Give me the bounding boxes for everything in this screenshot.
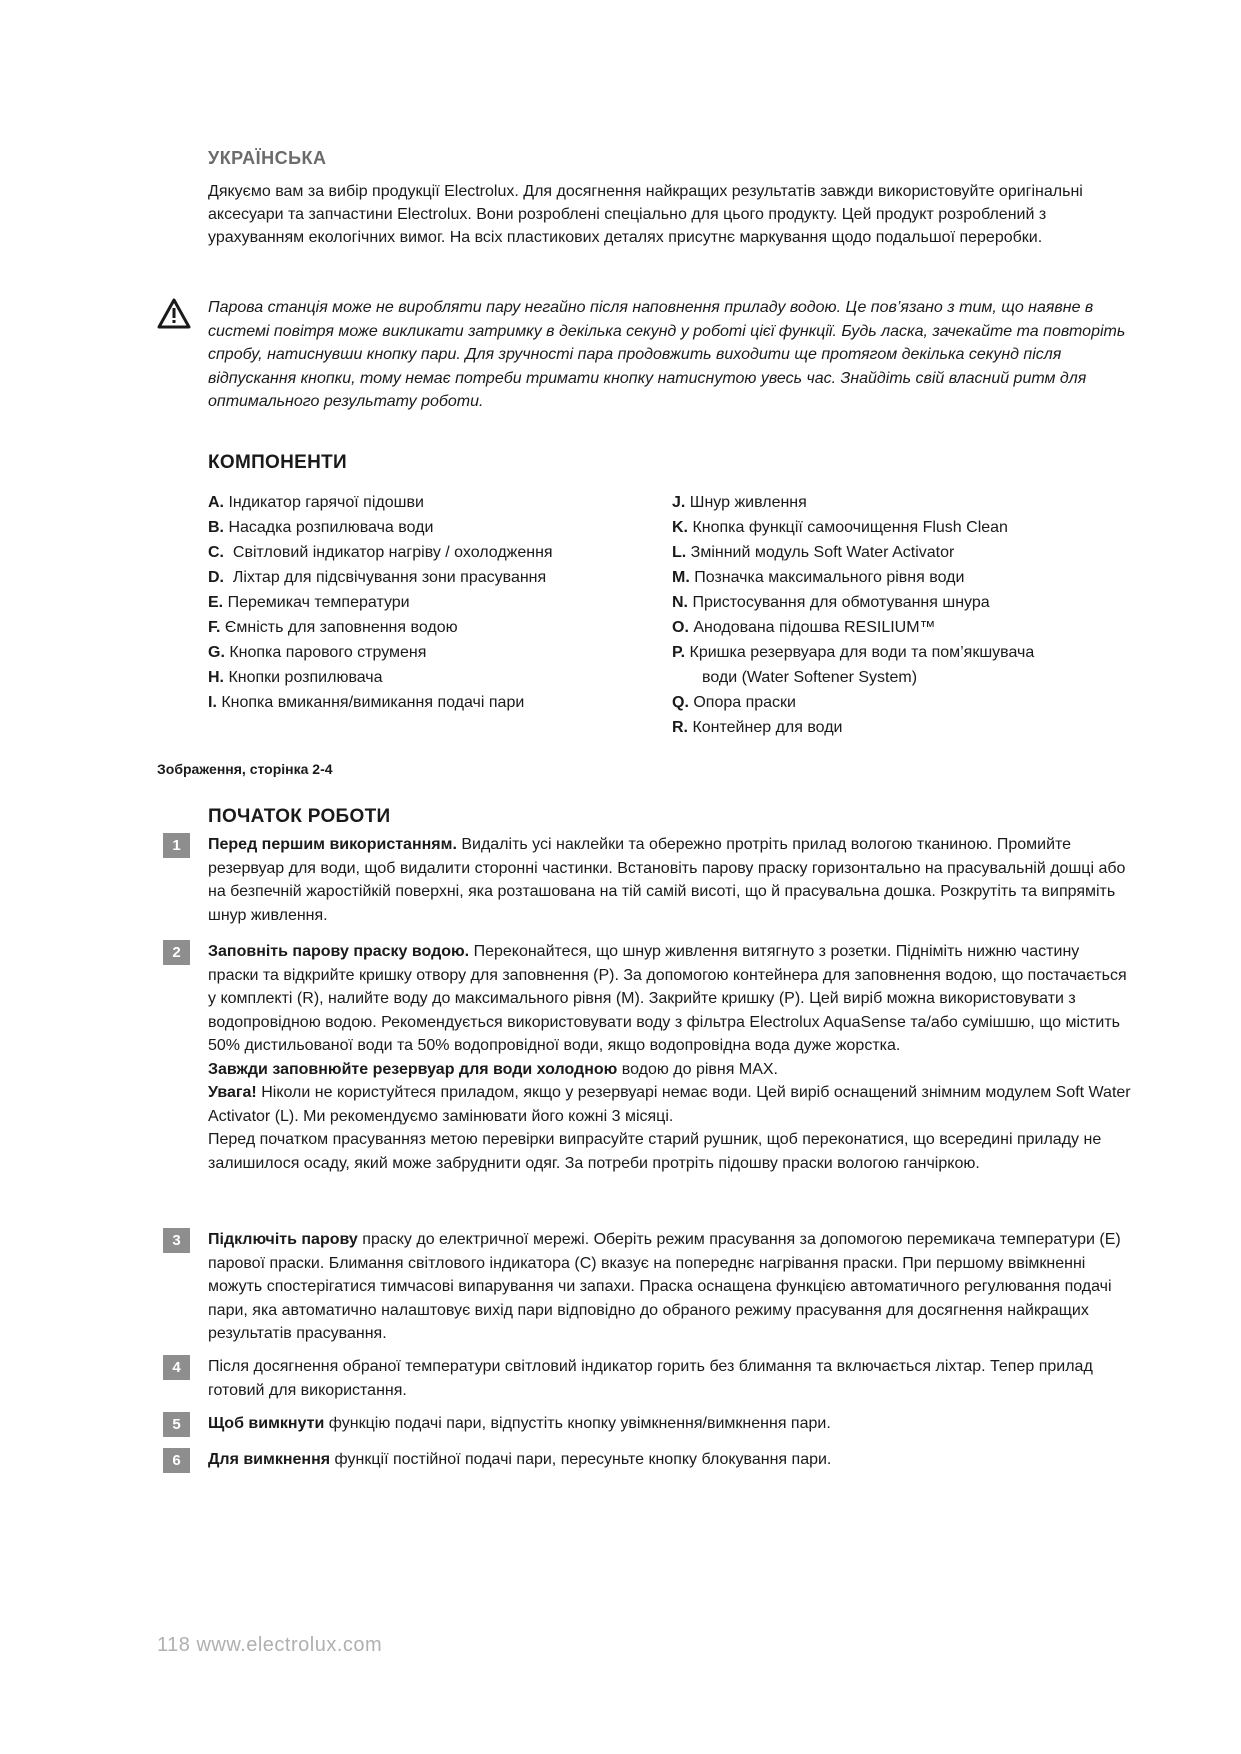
component-item: H. Кнопки розпилювача <box>208 669 383 686</box>
component-item: N. Пристосування для обмотування шнура <box>672 594 990 611</box>
step-6-text: Для вимкнення функції постійної подачі пари, пересуньте кнопку блокування пари. <box>208 1451 832 1468</box>
warning-triangle-icon <box>156 297 192 331</box>
component-item: P. Кришка резервуара для води та пом’якшувача <box>672 644 1035 661</box>
component-item: M. Позначка максимального рівня води <box>672 569 965 586</box>
step-5-text: Щоб вимкнути функцію подачі пари, відпустіть кнопку увімкнення/вимкнення пари. <box>208 1415 831 1432</box>
warning-text: Парова станція може не виробляти пару негайно після наповнення приладу водою. Це пов’язано з тим, що наявне в системі повітря може викликати затримку в декілька секунд у роботі цієї функції. Будь ласка, зачекайте та повторіть спробу, натиснувши кнопку пари. Для зручності пара продовжить виходити ще протягом декілька секунд після відпускання кнопки, тому немає потреби тримати кнопку натиснутою увесь час. Знайдіть свій власний ритм для оптимального результату роботи. <box>208 299 1126 410</box>
component-item: J. Шнур живлення <box>672 494 807 511</box>
component-item: E. Перемикач температури <box>208 594 410 611</box>
component-item: O. Анодована підошва RESILIUM™ <box>672 619 936 636</box>
step-2-text: Заповніть парову праску водою. Переконайтеся, що шнур живлення витягнуто з розетки. Підніміть нижню частину праски та відкрийте кришку отвору для заповнення (P). За допомогою контейнера для заповнення водою, що постачається у комплекті (R), налийте воду до максимального рівня (M). Закрийте кришку (P). Цей виріб можна використовувати з водопровідною водою. Рекомендується використовувати воду з фільтра Electrolux AquaSense та/або сумішшю, що містить 50% дистильованої води та 50% водопровідної води, якщо водопровідна вода дуже жорстка. Завжди заповнюйте резервуар для води холодною водою до рівня MAX. Увага! Ніколи не користуйтеся приладом, якщо у резервуарі немає води. Цей виріб оснащений знімним модулем Soft Water Activator (L). Ми рекомендуємо замінювати його кожні 3 місяці. Перед початком прасуванняз метою перевірки випрасуйте старий рушник, щоб переконатися, що всередині приладу не залишилося осаду, який може забруднити одяг. За потреби протріть підошву праски вологою ганчіркою. <box>208 943 1131 1172</box>
component-item: F. Ємність для заповнення водою <box>208 619 458 636</box>
figure-reference: Зображення, сторінка 2-4 <box>157 761 333 777</box>
intro-paragraph: Дякуємо вам за вибір продукції Electrolux. Для досягнення найкращих результатів завжди використовуйте оригінальні аксесуари та запчастини Electrolux. Вони розроблені спеціально для цього продукту. Цей продукт розроблений з урахуванням екологічних вимог. На всіх пластикових деталях присутнє маркування щодо подальшої переробки. <box>208 183 1083 246</box>
step-3-text: Підключіть парову праску до електричної мережі. Оберіть режим прасування за допомогою перемикача температури (E) парової праски. Блимання світлового індикатора (C) вказує на попереднє нагрівання праски. При першому ввімкненні можуть спостерігатися тимчасові випарування чи запахи. Праска оснащена функцією автоматичного регулювання подачі пари, яка автоматично налаштовує вихід пари відповідно до обраного режиму прасування для досягнення найкращих результатів прасування. <box>208 1231 1121 1342</box>
component-item: D. Ліхтар для підсвічування зони прасування <box>208 569 547 586</box>
getting-started-heading: ПОЧАТОК РОБОТИ <box>208 806 391 827</box>
step-number-6: 6 <box>163 1448 190 1473</box>
step-number-2: 2 <box>163 940 190 965</box>
step-number-5: 5 <box>163 1412 190 1437</box>
component-item: A. Індикатор гарячої підошви <box>208 494 424 511</box>
step-1-text: Перед першим використанням. Видаліть усі наклейки та обережно протріть прилад вологою тканиною. Промийте резервуар для води, щоб видалити сторонні частинки. Встановіть парову праску горизонтально на прасувальній дошці або на безпечній жаростійкій поверхні, яка розташована на тій самій висоті, що й прасувальна дошка. Розкрутіть та випряміть шнур живлення. <box>208 836 1126 924</box>
component-item: R. Контейнер для води <box>672 719 843 736</box>
component-item: C. Світловий індикатор нагріву / охолодження <box>208 544 553 561</box>
page-footer: 118 www.electrolux.com <box>157 1634 383 1656</box>
step-number-1: 1 <box>163 833 190 858</box>
component-item: K. Кнопка функції самоочищення Flush Clean <box>672 519 1008 536</box>
component-item-continued: води (Water Softener System) <box>702 669 918 686</box>
language-heading: УКРАЇНСЬКА <box>208 148 327 168</box>
component-item: L. Змінний модуль Soft Water Activator <box>672 544 955 561</box>
component-item: G. Кнопка парового струменя <box>208 644 427 661</box>
components-list-left <box>208 490 553 715</box>
step-4-text: Після досягнення обраної температури світловий індикатор горить без блимання та включається ліхтар. Тепер прилад готовий для використання. <box>208 1358 1093 1399</box>
components-list-right <box>672 490 1034 740</box>
component-item: B. Насадка розпилювача води <box>208 519 434 536</box>
step-number-3: 3 <box>163 1228 190 1253</box>
component-item: I. Кнопка вмикання/вимикання подачі пари <box>208 694 525 711</box>
step-number-4: 4 <box>163 1355 190 1380</box>
component-item: Q. Опора праски <box>672 694 796 711</box>
components-heading: КОМПОНЕНТИ <box>208 452 348 473</box>
